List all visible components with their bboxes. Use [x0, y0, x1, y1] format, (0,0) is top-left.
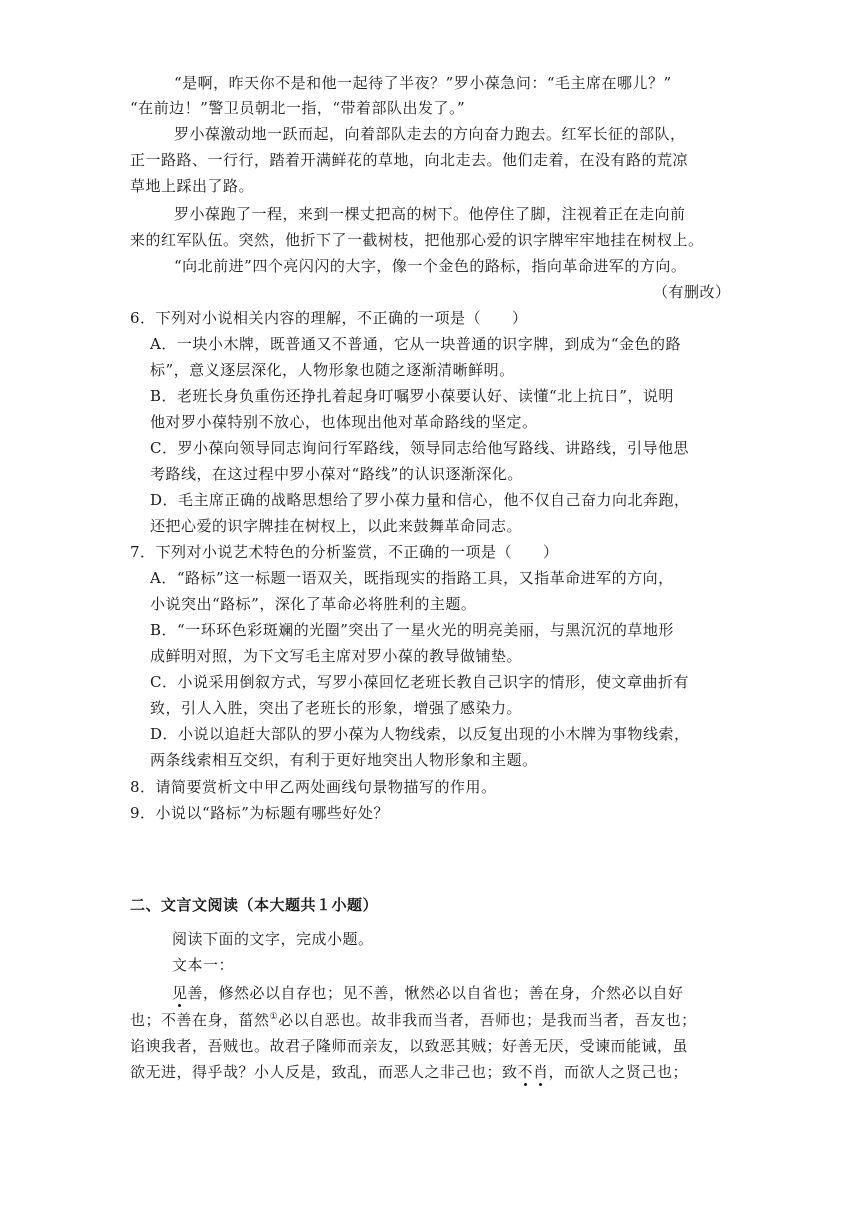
story-line-6: 罗小葆跑了一程，来到一棵丈把高的树下。他停住了脚，注视着正在走向前 — [174, 205, 686, 223]
q6-option-a-line1: A．一块小木牌，既普通又不普通，它从一块普通的识字牌，到成为“金色的路 — [150, 335, 682, 353]
emphasis-dot-char-1: 不 — [517, 1063, 534, 1081]
q7-option-a-line2: 小说突出“路标”，深化了革命必将胜利的主题。 — [150, 595, 477, 613]
question-6-stem: 6．下列对小说相关内容的理解，不正确的一项是（ ） — [130, 309, 528, 327]
emphasis-dot-char: 见 — [172, 984, 188, 1002]
text-one-label: 文本一： — [172, 956, 235, 974]
section-2-intro: 阅读下面的文字，完成小题。 — [172, 930, 374, 948]
q6-option-d-line1: D．毛主席正确的战略思想给了罗小葆力量和信心，他不仅自己奋力向北奔跑， — [150, 491, 690, 509]
section-2-title: 二、文言文阅读（本大题共１小题） — [130, 896, 379, 914]
emphasis-dot-char-2: 肖 — [533, 1063, 549, 1081]
question-8: 8．请简要赏析文中甲乙两处画线句景物描写的作用。 — [130, 778, 497, 796]
question-7-stem: 7．下列对小说艺术特色的分析鉴赏，不正确的一项是（ ） — [130, 543, 559, 561]
q7-option-a-line1: A．“路标”这一标题一语双关，既指现实的指路工具，又指革命进军的方向， — [150, 569, 674, 587]
question-9: 9．小说以“路标”为标题有哪些好处？ — [130, 804, 389, 822]
classical-text-line-2-b: 必以自恶也。故非我而当者，吾师也；是我而当者，吾友也； — [278, 1011, 697, 1029]
story-line-8: “向北前进”四个亮闪闪的大字，像一个金色的路标，指向革命进军的方向。 — [174, 257, 687, 275]
q6-option-c-line1: C．罗小葆向领导同志询问行军路线，领导同志给他写路线、讲路线，引导他思 — [150, 439, 689, 457]
q7-option-d-line1: D．小说以追赶大部队的罗小葆为人物线索，以反复出现的小木牌为事物线索， — [150, 725, 690, 743]
story-line-1: “是啊，昨天你不是和他一起待了半夜？”罗小葆急问：“毛主席在哪儿？” — [174, 74, 672, 92]
classical-text-line-1-rest: 善，修然必以自存也；见不善，愀然必以自省也；善在身，介然必以自好 — [187, 984, 684, 1002]
q7-option-b-line2: 成鲜明对照，为下文写毛主席对罗小葆的教导做铺垫。 — [150, 647, 523, 665]
q6-option-b-line2: 他对罗小葆特别不放心，也体现出他对革命路线的坚定。 — [150, 413, 538, 431]
q7-option-c-line1: C．小说采用倒叙方式，写罗小葆回忆老班长教自己识字的情形，使文章曲折有 — [150, 673, 689, 691]
story-line-4: 正一路路、一行行，踏着开满鲜花的草地，向北走去。他们走着，在没有路的荒凉 — [130, 151, 689, 169]
footnote-marker: ① — [269, 1012, 279, 1022]
q7-option-b-line1: B．“一环环色彩斑斓的光圈”突出了一星火光的明亮美丽，与黑沉沉的草地形 — [150, 621, 674, 639]
q6-option-a-line2: 标”，意义逐层深化，人物形象也随之逐渐清晰鲜明。 — [150, 361, 515, 379]
story-line-3: 罗小葆激动地一跃而起，向着部队走去的方向奋力跑去。红军长征的部队， — [174, 125, 686, 143]
q6-option-c-line2: 考路线，在这过程中罗小葆对“路线”的认识逐渐深化。 — [150, 465, 523, 483]
q7-option-d-line2: 两条线索相互交织，有利于更好地突出人物形象和主题。 — [150, 751, 538, 769]
q6-option-b-line1: B．老班长身负重伤还挣扎着起身叮嘱罗小葆要认好、读懂“北上抗日”，说明 — [150, 387, 674, 405]
classical-text-line-4-a: 欲无进，得乎哉？小人反是，致乱，而恶人之非己也；致 — [130, 1063, 518, 1081]
q7-option-c-line2: 致，引人入胜，突出了老班长的形象，增强了感染力。 — [150, 699, 523, 717]
source-note: （有删改） — [653, 283, 731, 301]
story-line-7: 来的红军队伍。突然，他折下了一截树枝，把他那心爱的识字牌牢牢地挂在树杈上。 — [130, 231, 704, 249]
classical-text-line-1 — [172, 983, 684, 1003]
classical-text-line-2 — [130, 1010, 697, 1030]
q6-option-d-line2: 还把心爱的识字牌挂在树杈上，以此来鼓舞革命同志。 — [150, 517, 523, 535]
story-line-5: 草地上踩出了路。 — [130, 177, 255, 195]
classical-text-line-4 — [130, 1062, 688, 1082]
story-line-2: “在前边！”警卫员朝北一指，“带着部队出发了。” — [130, 99, 466, 117]
classical-text-line-2-a: 也；不善在身，菑然 — [130, 1011, 270, 1029]
classical-text-line-4-end: ，而欲人之贤己也； — [548, 1063, 689, 1081]
classical-text-line-3: 谄谀我者，吾贼也。故君子隆师而亲友，以致恶其贼；好善无厌，受谏而能诫，虽 — [130, 1037, 689, 1055]
